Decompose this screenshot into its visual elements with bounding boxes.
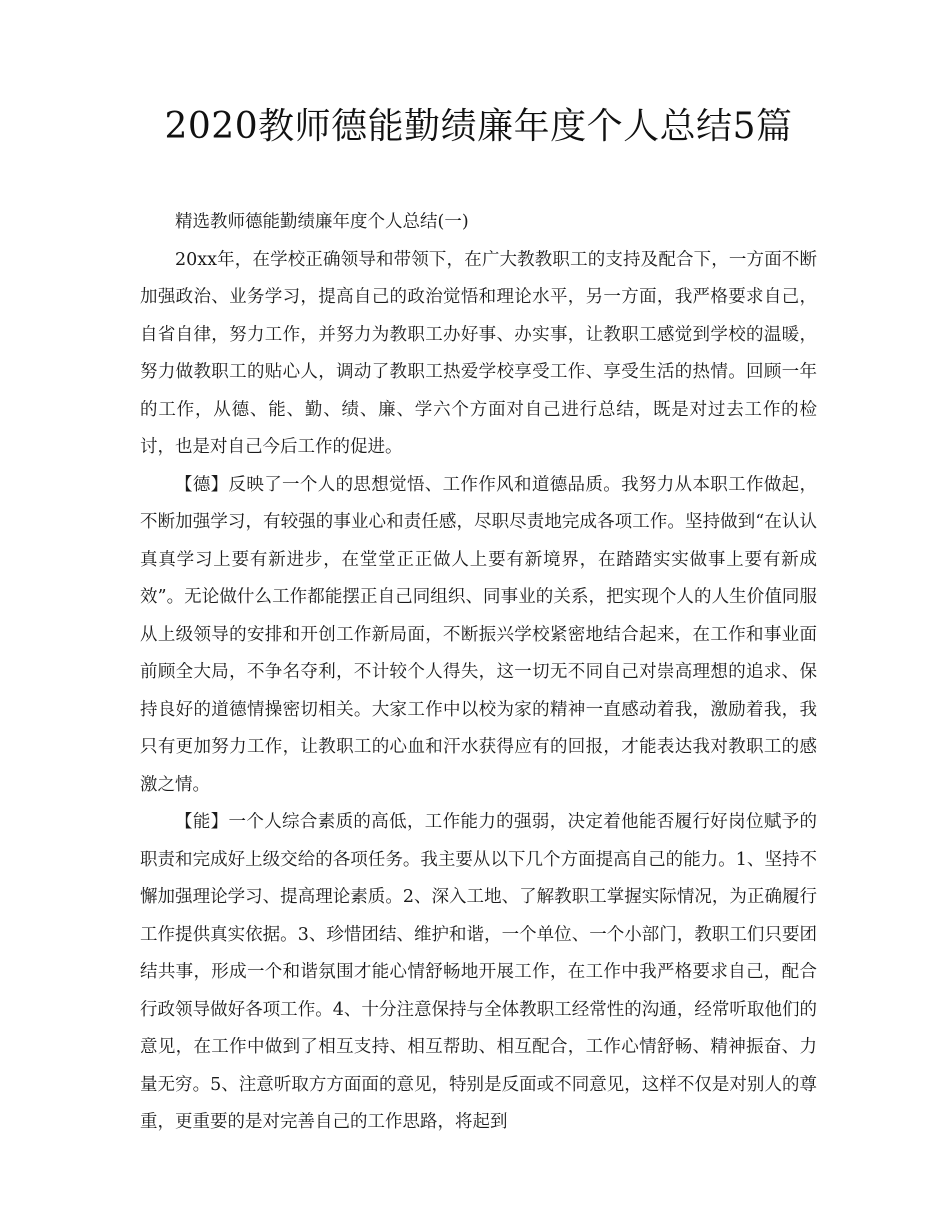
paragraph-text: 20xx年，在学校正确领导和带领下，在广大教教职工的支持及配合下，一方面不断加强政治、业务学习，提高自己的政治觉悟和理论水平，另一方面，我严格要求自己，自省自律，努力工作，并努力为教职工办好事、办实事，让教职工感觉到学校的温暖，努力做教职工的贴心人，调动了教职工热爱学校享受工作、享受生活的热情。回顾一年的工作，从德、能、勤、绩、廉、学六个方面对自己进行总结，既是对过去工作的检讨，也是对自己今后工作的促进。 — [140, 249, 817, 457]
document-body — [140, 204, 817, 1142]
paragraph-tag: 【德】 — [175, 474, 229, 495]
paragraph-text: 反映了一个人的思想觉悟、工作作风和道德品质。我努力从本职工作做起，不断加强学习，有较强的事业心和责任感，尽职尽责地完成各项工作。坚持做到“在认认真真学习上要有新进步，在堂堂正正做人上要有新境界，在踏踏实实做事上要有新成效”。无论做什么工作都能摆正自己同组织、同事业的关系，把实现个人的人生价值同服从上级领导的安排和开创工作新局面，不断振兴学校紧密地结合起来，在工作和事业面前顾全大局，不争名夺利，不计较个人得失，这一切无不同自己对崇高理想的追求、保持良好的道德情操密切相关。大家工作中以校为家的精神一直感动着我，激励着我，我只有更加努力工作，让教职工的心血和汗水获得应有的回报，才能表达我对教职工的感激之情。 — [140, 474, 818, 795]
paragraph-tag: 【能】 — [175, 812, 229, 832]
paragraph-text: 一个人综合素质的高低，工作能力的强弱，决定着他能否履行好岗位赋予的职责和完成好上级交给的各项任务。我主要从以下几个方面提高自己的能力。1、坚持不懈加强理论学习、提高理论素质。2、深入工地、了解教职工掌握实际情况，为正确履行工作提供真实依据。3、珍惜团结、维护和谐，一个单位、一个小部门，教职工们只要团结共事，形成一个和谐氛围才能心情舒畅地开展工作，在工作中我严格要求自己，配合行政领导做好各项工作。4、十分注意保持与全体教职工经常性的沟通，经常听取他们的意见，在工作中做到了相互支持、相互帮助、相互配合，工作心情舒畅、精神振奋、力量无穷。5、注意听取方方面面的意见，特别是反面或不同意见，这样不仅是对别人的尊重，更重要的是对完善自己的工作思路，将起到 — [140, 812, 818, 1132]
paragraph-de — [140, 467, 817, 805]
paragraph-neng — [140, 804, 817, 1142]
paragraph-intro — [140, 242, 817, 467]
section-heading: 精选教师德能勤绩廉年度个人总结(一) — [175, 212, 469, 232]
document-title: 2020教师德能勤绩廉年度个人总结5篇 — [164, 106, 793, 147]
